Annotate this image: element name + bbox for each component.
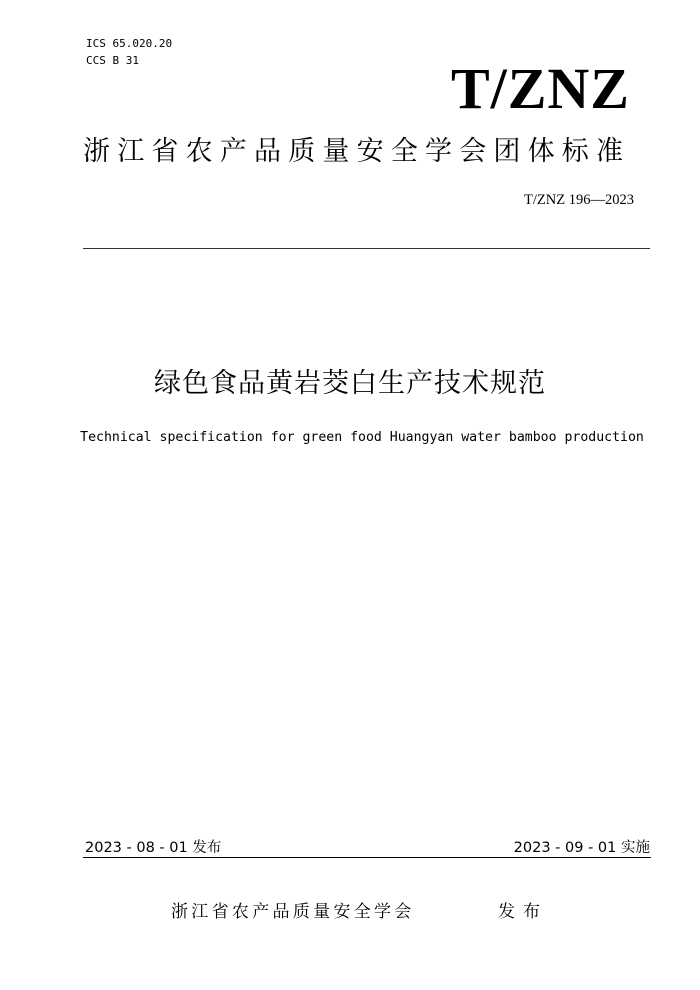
implementation-date: 2023 - 09 - 01 实施 — [513, 840, 650, 856]
organization-standard-title: 浙江省农产品质量安全学会团体标准 — [83, 136, 631, 167]
standard-logo: T/ZNZ — [450, 56, 630, 121]
document-title-chinese: 绿色食品黄岩茭白生产技术规范 — [154, 368, 546, 399]
publish-label: 发布 — [498, 902, 548, 922]
issue-date: 2023 - 08 - 01 发布 — [85, 840, 222, 856]
footer-divider — [83, 857, 651, 858]
header-divider — [83, 248, 650, 249]
publisher-organization: 浙江省农产品质量安全学会 — [171, 902, 415, 922]
standard-number: T/ZNZ 196—2023 — [524, 192, 634, 208]
document-title-english: Technical specification for green food Huangyan water bamboo production — [80, 430, 644, 445]
ccs-code: CCS B 31 — [86, 54, 139, 67]
ics-code: ICS 65.020.20 — [86, 37, 173, 50]
